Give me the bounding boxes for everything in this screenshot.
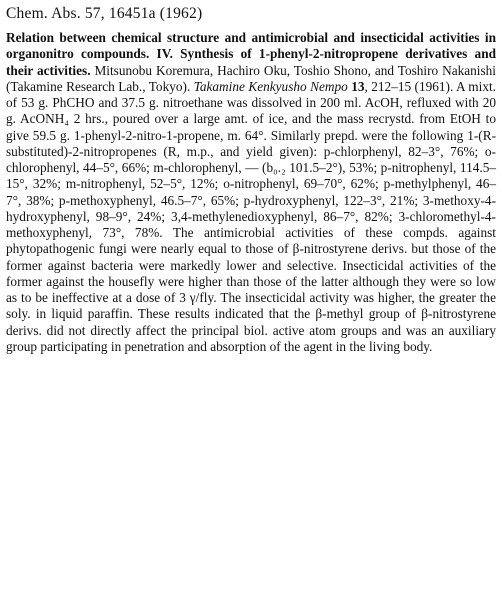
authors: Mitsunobu Koremura, Hachiro Oku, Toshio Shono, and Toshiro Nakanishi: [94, 62, 497, 78]
journal-volume: 13: [351, 78, 365, 94]
affiliation: (Takamine Research Lab., Tokyo).: [6, 78, 191, 94]
article-title: Relation between chemical structure and antimicrobial and insecticidal activities in organonitro compounds. IV. Synthesis of 1-phenyl-2-nitropropene derivatives and their activities.: [6, 30, 496, 78]
citation-header: Chem. Abs. 57, 16451a (1962): [6, 5, 203, 22]
abstract-body: A mixt. of 53 g. PhCHO and 37.5 g. nitroethane was dissolved in 200 ml. AcOH, refluxed with 20 g. AcONH₄ 2 hrs., poured over a large amt. of ice, and the mass recrystd. from EtOH to give 59.5 g. 1-phenyl-2-nitro-1-propene, m. 64°. Similarly prepd. were the following 1-(R-substituted)-2-nitropropenes (R, m.p., and yield given): p-chlorphenyl, 82–3°, 76%; o-chlorophenyl, 44–5°, 66%; m-chlorophenyl, — (b₀.₂ 101.5–2°), 53%; p-nitrophenyl, 114.5–15°, 32%; m-nitrophenyl, 52–5°, 12%; o-nitrophenyl, 69–70°, 62%; p-methylphenyl, 46–7°, 38%; p-methoxyphenyl, 46.5–7°, 65%; p-hydroxyphenyl, 122–3°, 21%; 3-methoxy-4-hydroxyphenyl, 98–9°, 24%; 3,4-methylenedioxyphenyl, 86–7°, 82%; 3-chloromethyl-4-methoxyphenyl, 73°, 78%. The antimicrobial activities of these compds. against phytopathogenic fungi were nearly equal to those of β-nitrostyrene derivs. but those of the former against bacteria were markedly lower and selective. Insecticidal activities of the former against the housefly were higher than those of the latter although they were so low as to be ineffective at a dose of 3 γ/fly. The insecticidal activity was higher, the greater the soly. in liquid paraffin. These results indicated that the β-methyl group of β-nitrostyrene derivs. did not directly affect the principal biol. active atom groups and was an auxiliary group participating in penetration and absorption of the agent in the living body.: [6, 78, 496, 354]
journal-name: Takamine Kenkyusho Nempo: [193, 78, 348, 94]
abstract-paragraph: [6, 30, 496, 355]
journal-pages: , 212–15 (1961).: [364, 78, 454, 94]
